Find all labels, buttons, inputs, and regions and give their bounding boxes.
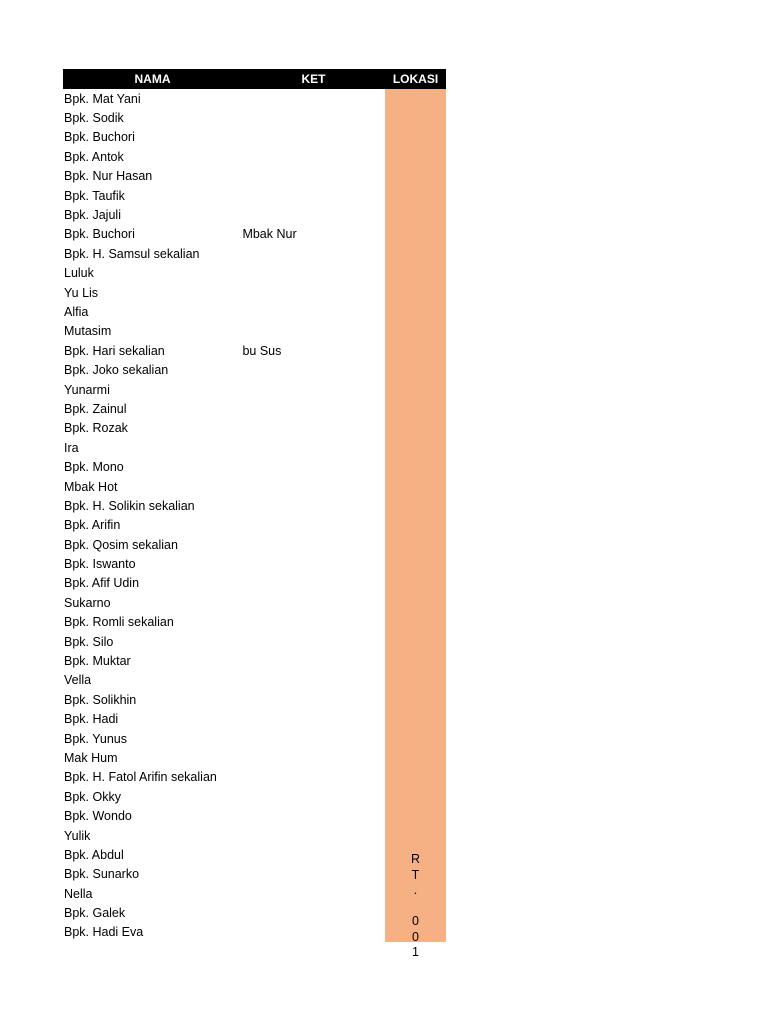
cell-nama: Mak Hum [64,750,118,765]
table-row [63,380,385,399]
cell-nama: Bpk. Zainul [64,401,127,416]
cell-nama: Bpk. Galek [64,906,126,921]
cell-nama: Bpk. Muktar [64,654,131,669]
table-row [63,923,385,942]
spreadsheet-table [63,69,446,959]
cell-nama: Yulik [64,828,91,843]
table-row [63,496,385,515]
cell-nama: Mbak Hot [64,479,118,494]
cell-nama: Luluk [64,266,94,281]
table-row [63,167,385,186]
table-row [63,477,385,496]
table-row [63,865,385,884]
lokasi-value: R T . 0 0 1 [410,852,421,959]
cell-nama: Bpk. H. Fatol Arifin sekalian [64,770,217,785]
table-row [63,574,385,593]
table-row [63,651,385,670]
cell-nama: Bpk. Iswanto [64,557,136,572]
cell-nama: Yunarmi [64,382,110,397]
table-row [63,768,385,787]
table-row [63,554,385,573]
table-row [63,710,385,729]
table-row [63,632,385,651]
cell-nama: Bpk. Silo [64,634,114,649]
table-row [63,884,385,903]
table-row [63,806,385,825]
cell-nama: Bpk. Mono [64,460,124,475]
table-row [63,419,385,438]
table-row [63,341,385,360]
table-row [63,283,385,302]
table-row [63,322,385,341]
table-row [63,903,385,922]
cell-nama: Bpk. Qosim sekalian [64,537,178,552]
cell-nama: Bpk. Romli sekalian [64,615,174,630]
cell-nama: Bpk. Sunarko [64,867,140,882]
table-row [63,360,385,379]
table-row [63,225,385,244]
cell-nama: Bpk. H. Solikin sekalian [64,498,195,513]
table-row [63,264,385,283]
cell-nama: Vella [64,673,92,688]
table-row [63,593,385,612]
cell-nama: Sukarno [64,595,111,610]
cell-nama: Nella [64,886,93,901]
cell-nama: Bpk. Abdul [64,847,124,862]
table-row [63,438,385,457]
table-body [63,89,446,959]
cell-nama: Bpk. Hari sekalian [64,343,165,358]
cell-nama: Bpk. Mat Yani [64,91,141,106]
header-ket: KET [301,72,326,86]
table-row [63,729,385,748]
header-lokasi: LOKASI [392,72,439,86]
cell-nama: Bpk. Rozak [64,421,128,436]
table-row [63,89,385,108]
cell-nama: Bpk. Taufik [64,188,125,203]
cell-nama: Bpk. Joko sekalian [64,363,169,378]
cell-nama: Bpk. Sodik [64,111,124,126]
table-row [63,826,385,845]
table-row [63,787,385,806]
cell-nama: Bpk. Buchori [64,227,135,242]
table-row [63,535,385,554]
cell-nama: Alfia [64,304,89,319]
cell-nama: Bpk. Arifin [64,518,121,533]
cell-nama: Mutasim [64,324,112,339]
cell-nama: Bpk. Afif Udin [64,576,140,591]
header-nama: NAMA [134,72,171,86]
table-row [63,108,385,127]
cell-nama: Bpk. Okky [64,789,121,804]
cell-nama: Yu Lis [64,285,99,300]
table-row [63,128,385,147]
table-row [63,302,385,321]
table-row [63,748,385,767]
cell-nama: Bpk. H. Samsul sekalian [64,246,200,261]
table-row [63,205,385,224]
table-row [63,613,385,632]
table-row [63,671,385,690]
table-row [63,399,385,418]
table-row [63,845,385,864]
cell-nama: Ira [64,440,79,455]
cell-nama: Bpk. Antok [64,149,124,164]
table-row [63,186,385,205]
lokasi-merged-cell [385,89,446,959]
table-rows [63,89,385,942]
table-header [63,69,446,89]
table-row [63,690,385,709]
cell-nama: Bpk. Solikhin [64,692,137,707]
cell-ket: Mbak Nur [242,227,297,242]
cell-nama: Bpk. Buchori [64,130,135,145]
table-row [63,457,385,476]
cell-nama: Bpk. Nur Hasan [64,169,153,184]
table-row [63,516,385,535]
cell-nama: Bpk. Hadi Eva [64,925,144,940]
cell-nama: Bpk. Yunus [64,731,128,746]
cell-nama: Bpk. Jajuli [64,208,121,223]
cell-nama: Bpk. Hadi [64,712,119,727]
cell-ket: bu Sus [242,343,282,358]
table-row [63,244,385,263]
cell-nama: Bpk. Wondo [64,809,132,824]
table-row [63,147,385,166]
